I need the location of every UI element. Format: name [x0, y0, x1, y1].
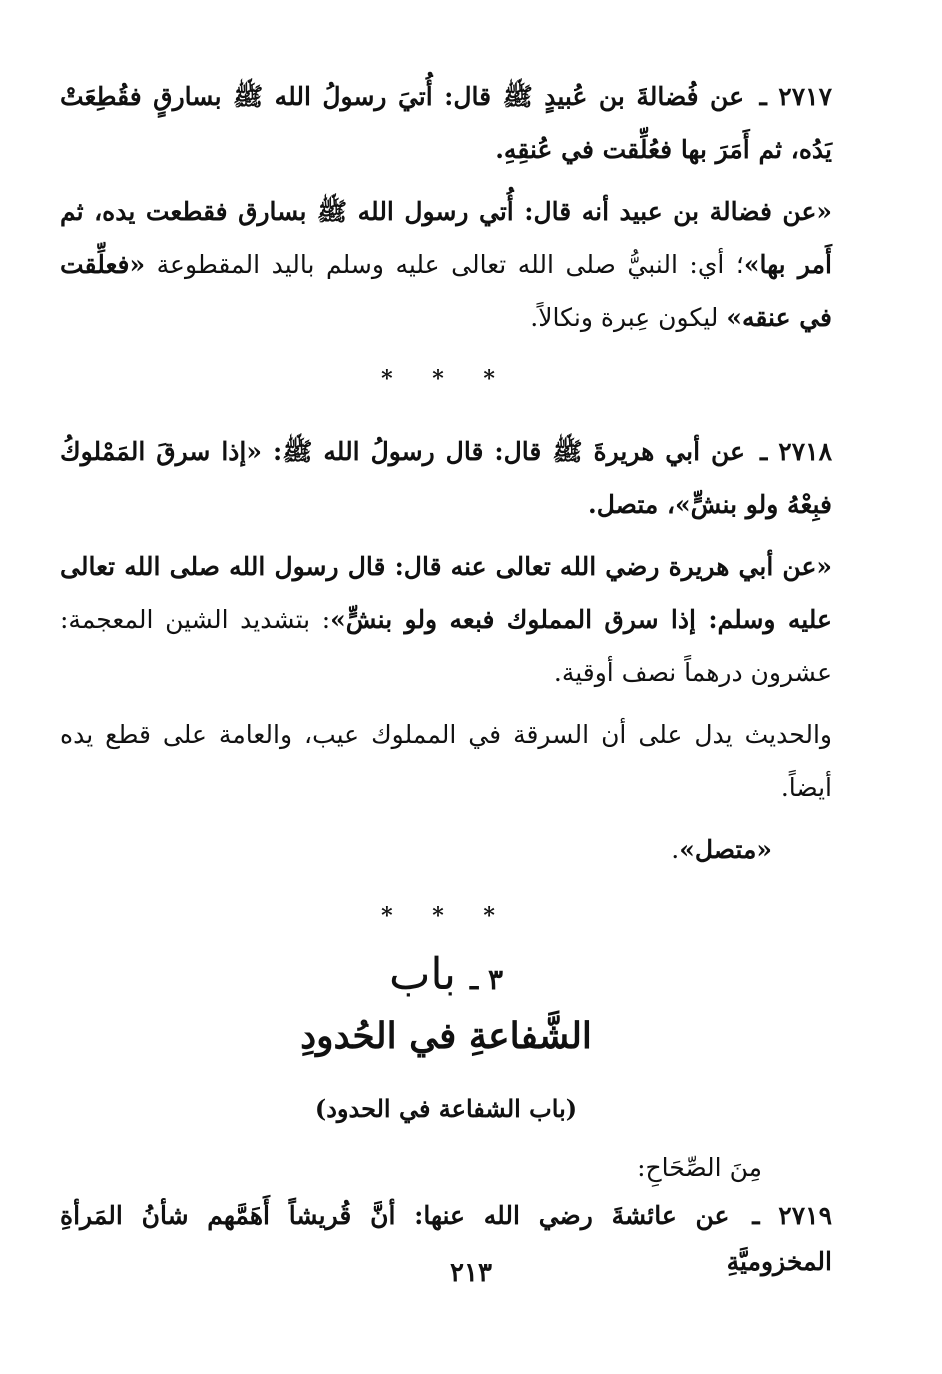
section-label: مِنَ الصِّحَاحِ:	[637, 1153, 762, 1182]
section-separator: * * *	[381, 903, 511, 929]
commentary-quote-2: «فعلِّقت في عنقه»	[60, 250, 832, 332]
commentary-2718	[60, 540, 832, 699]
section-separator: * * *	[381, 366, 511, 392]
page-number: ٢١٣	[450, 1258, 492, 1288]
hadith-number: ٢٧١٧ ـ	[759, 82, 832, 111]
commentary-2718-isnad	[60, 823, 772, 876]
commentary-quote: «متصل»	[679, 835, 772, 864]
page-body	[60, 70, 832, 1294]
chapter-label: باب	[388, 949, 457, 1000]
hadith-number: ٢٧١٩ ـ	[752, 1201, 833, 1230]
commentary-text: : بتشديد الشين المعجمة: عشرون درهماً نصف أوقية.	[60, 605, 832, 687]
commentary-quote: «عن فضالة بن عبيد أنه قال: أُتي رسول الله ﷺ بسارق فقطعت يده، ثم أَمر بها»	[60, 197, 833, 279]
hadith-text: عن أبي هريرةَ ﷺ قال: قال رسولُ الله ﷺ: «إذا سرقَ المَمْلوكُ فبِعْهُ ولو بنشٍّ»، متصل.	[60, 437, 832, 519]
chapter-number: ٣ ـ	[470, 963, 504, 996]
commentary-text: والحديث يدل على أن السرقة في المملوك عيب، والعامة على قطع يده أيضاً.	[60, 720, 832, 802]
hadith-2718	[60, 425, 832, 531]
commentary-text: .	[671, 835, 680, 864]
chapter-title: الشَّفاعةِ في الحُدودِ	[300, 1015, 592, 1057]
commentary-text: ؛ أي: النبيُّ صلى الله تعالى عليه وسلم باليد المقطوعة	[145, 250, 744, 279]
commentary-2718-note	[60, 708, 832, 814]
chapter-heading	[60, 946, 832, 1009]
hadith-text: عن فُضالةَ بن عُبيدٍ ﷺ قال: أُتيَ رسولُ الله ﷺ بسارقٍ فقُطِعَتْ يَدُه، ثم أَمَرَ بها فعُلِّقت في عُنقِهِ.	[60, 82, 832, 164]
commentary-text-2: ليكون عِبرة ونكالاً.	[530, 303, 727, 332]
chapter-subtitle: (باب الشفاعة في الحدود)	[314, 1094, 578, 1123]
commentary-quote: «عن أبي هريرة رضي الله تعالى عنه قال: قال رسول الله صلى الله تعالى عليه وسلم: إذا سرق المملوك فبعه ولو بنشٍّ»	[60, 552, 832, 634]
hadith-2717	[60, 70, 832, 176]
hadith-number: ٢٧١٨ ـ	[759, 437, 832, 466]
hadith-text: عن عائشةَ رضي الله عنها: أنَّ قُريشاً أَهَمَّهم شأنُ المَرأةِ المخزوميَّةِ	[60, 1201, 832, 1276]
commentary-2717	[60, 185, 832, 344]
